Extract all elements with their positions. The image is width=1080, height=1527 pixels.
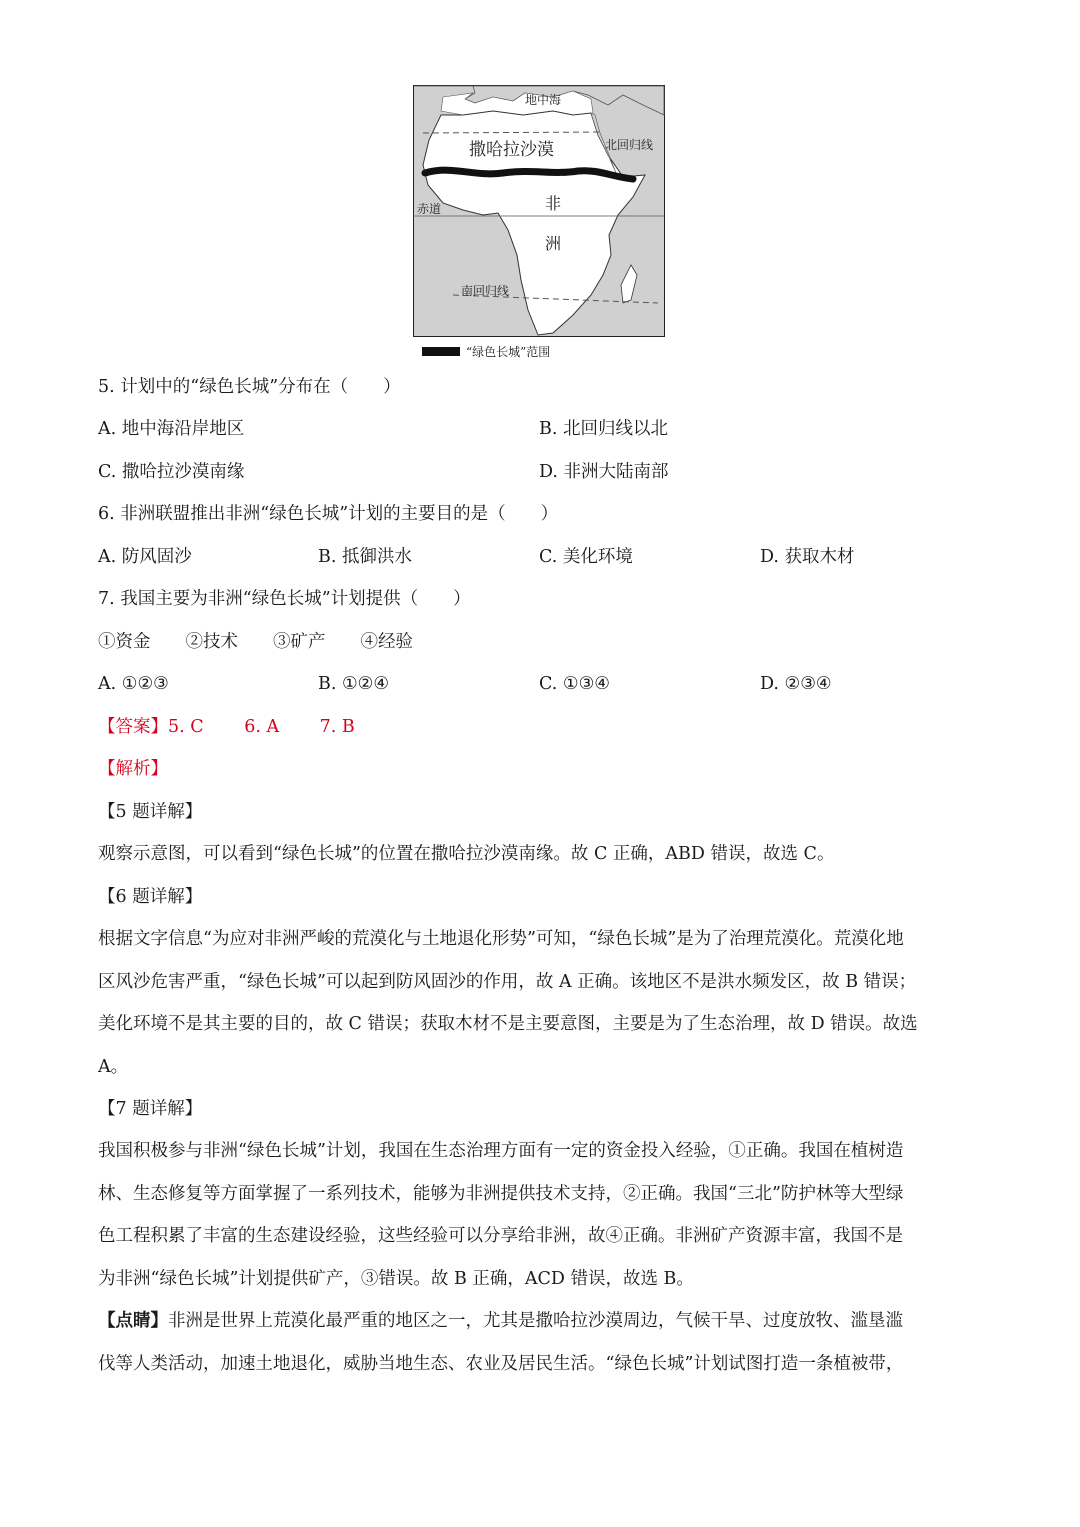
detail-7-line: 色工程积累了丰富的生态建设经验，这些经验可以分享给非洲，故④正确。非洲矿产资源丰富，我国不是 <box>98 1226 903 1246</box>
q7-stem: 7. 我国主要为非洲“绿色长城”计划提供（ ） <box>98 589 471 609</box>
label-tropic-of-cancer: 北回归线 <box>605 138 654 152</box>
detail-7-title: 【7 题详解】 <box>98 1099 203 1119</box>
africa-map <box>413 85 665 337</box>
q6-option-a: A. 防风固沙 <box>98 547 192 567</box>
detail-6-title: 【6 题详解】 <box>98 887 203 907</box>
q7-option-b: B. ①②④ <box>318 674 390 694</box>
q5-option-d: D. 非洲大陆南部 <box>539 462 669 482</box>
q5-option-c: C. 撒哈拉沙漠南缘 <box>98 462 245 482</box>
detail-7-line: 我国积极参与非洲“绿色长城”计划，我国在生态治理方面有一定的资金投入经验，①正确。我国在植树造 <box>98 1141 904 1161</box>
q6-stem: 6. 非洲联盟推出非洲“绿色长城”计划的主要目的是（ ） <box>98 504 559 524</box>
tip-paragraph <box>98 1300 984 1385</box>
tip-line: 伐等人类活动，加速土地退化，威胁当地生态、农业及居民生活。“绿色长城”计划试图打造一条植被带， <box>98 1353 904 1374</box>
tip-line-1-text: 非洲是世界上荒漠化最严重的地区之一，尤其是撒哈拉沙漠周边，气候干旱、过度放牧、滥垦滥 <box>168 1311 903 1331</box>
q6-option-d: D. 获取木材 <box>760 547 855 567</box>
q5-option-a: A. 地中海沿岸地区 <box>98 419 245 439</box>
label-africa-1: 非 <box>545 194 562 213</box>
africa-map-figure <box>413 85 665 337</box>
detail-6-line: 美化环境不是其主要的目的，故 C 错误；获取木材不是主要意图，主要是为了生态治理，故 D 错误。故选 <box>98 1014 918 1034</box>
detail-6-line: A。 <box>98 1056 129 1077</box>
detail-6-paragraph <box>98 918 984 1088</box>
q7-option-a: A. ①②③ <box>98 674 169 694</box>
q6-option-b: B. 抵御洪水 <box>318 547 412 567</box>
map-legend <box>422 343 550 359</box>
detail-7-line: 林、生态修复等方面掌握了一系列技术，能够为非洲提供技术支持，②正确。我国“三北”防护林等大型绿 <box>98 1183 904 1204</box>
label-sahara: 撒哈拉沙漠 <box>469 140 554 160</box>
label-mediterranean: 地中海 <box>525 93 562 107</box>
tip-label: 【点睛】 <box>98 1311 168 1331</box>
q7-option-d: D. ②③④ <box>760 674 832 694</box>
q6-option-c: C. 美化环境 <box>539 547 633 567</box>
tip-line <box>98 1300 984 1343</box>
legend-swatch <box>422 347 460 356</box>
q5-stem: 5. 计划中的“绿色长城”分布在（ ） <box>98 377 401 397</box>
label-tropic-of-capricorn: 南回归线 <box>461 284 510 298</box>
q5-option-b: B. 北回归线以北 <box>539 419 668 439</box>
answer-values: 5. C 6. A 7. B <box>168 717 355 737</box>
answer-label: 【答案】 <box>98 717 168 737</box>
legend-label: “绿色长城”范围 <box>466 344 551 359</box>
detail-7-paragraph <box>98 1130 984 1300</box>
q7-items: ①资金 ②技术 ③矿产 ④经验 <box>98 632 413 652</box>
detail-7-line: 为非洲“绿色长城”计划提供矿产，③错误。故 B 正确，ACD 错误，故选 B。 <box>98 1268 694 1289</box>
answer-line <box>98 716 355 738</box>
q7-option-c: C. ①③④ <box>539 674 610 694</box>
detail-6-line: 区风沙危害严重，“绿色长城”可以起到防风固沙的作用，故 A 正确。该地区不是洪水频发区，故 B 错误； <box>98 971 917 992</box>
detail-6-line: 根据文字信息“为应对非洲严峻的荒漠化与土地退化形势”可知，“绿色长城”是为了治理荒漠化。荒漠化地 <box>98 929 904 949</box>
label-africa-2: 洲 <box>545 234 562 253</box>
label-equator: 赤道 <box>417 202 442 216</box>
detail-5-title: 【5 题详解】 <box>98 802 203 822</box>
analysis-label: 【解析】 <box>98 759 168 779</box>
detail-5-text: 观察示意图，可以看到“绿色长城”的位置在撒哈拉沙漠南缘。故 C 正确，ABD 错误，故选 C。 <box>98 844 835 864</box>
